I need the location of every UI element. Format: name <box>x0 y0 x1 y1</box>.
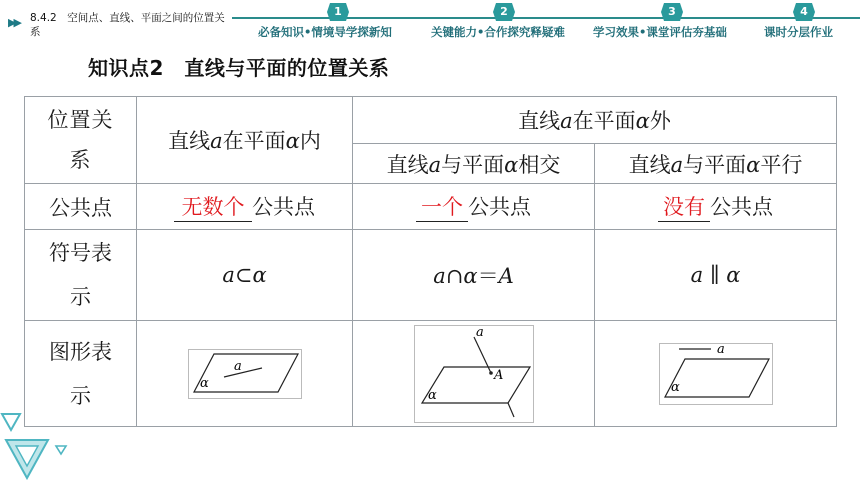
header-line-intersects-plane: 直线a与平面α相交 <box>353 144 595 184</box>
nav-tab-essential-knowledge[interactable]: 必备知识•情境导学探新知 <box>258 25 392 39</box>
svg-text:α: α <box>427 387 437 403</box>
nav-badge-4[interactable]: 4 <box>793 3 815 21</box>
symbol-line-parallel-plane: a ∥ α <box>595 230 837 321</box>
nav-tab-learning-effect[interactable]: 学习效果•课堂评估夯基础 <box>593 25 727 39</box>
row-label-figure: 图形表示 <box>25 321 137 427</box>
svg-text:a: a <box>475 324 484 340</box>
symbol-line-intersects-plane: a∩α＝A <box>353 230 595 321</box>
svg-text:α: α <box>670 379 680 395</box>
svg-text:a: a <box>716 342 725 357</box>
figure-line-intersects-plane <box>353 321 595 427</box>
symbol-line-in-plane: a⊂α <box>137 230 353 321</box>
answer-none: 没有 <box>658 191 710 222</box>
breadcrumb-arrow-icon: ▶▶ <box>8 16 19 29</box>
header-position-relation: 位置关系 <box>25 97 137 184</box>
answer-infinite: 无数个 <box>174 191 252 222</box>
figure-line-in-plane <box>137 321 353 427</box>
nav-badge-2[interactable]: 2 <box>493 3 515 21</box>
decorative-triangles-icon <box>0 408 80 484</box>
section-title: 知识点2 直线与平面的位置关系 <box>88 56 390 80</box>
nav-tab-key-ability[interactable]: 关键能力•合作探究释疑难 <box>431 25 565 39</box>
nav-badge-3[interactable]: 3 <box>661 3 683 21</box>
nav-badge-1[interactable]: 1 <box>327 3 349 21</box>
cell-common-point-intersect: 一个 公共点 <box>353 184 595 230</box>
nav-tab-homework[interactable]: 课时分层作业 <box>764 25 833 39</box>
header-line-outside-plane: 直线a在平面α外 <box>353 97 837 144</box>
header-line-parallel-plane: 直线a与平面α平行 <box>595 144 837 184</box>
svg-text:α: α <box>199 375 209 391</box>
answer-one: 一个 <box>416 191 468 222</box>
top-navigation-bar <box>0 0 860 46</box>
svg-text:a: a <box>233 358 242 374</box>
cell-common-point-parallel: 没有 公共点 <box>595 184 837 230</box>
line-plane-relation-table <box>24 96 837 427</box>
svg-text:A: A <box>493 367 503 383</box>
row-label-symbol: 符号表示 <box>25 230 137 321</box>
row-label-common-point: 公共点 <box>25 184 137 230</box>
breadcrumb: 8.4.2 空间点、直线、平面之间的位置关系 <box>30 12 225 38</box>
cell-common-point-in: 无数个 公共点 <box>137 184 353 230</box>
header-line-in-plane: 直线a在平面α内 <box>137 97 353 184</box>
figure-line-parallel-plane <box>595 321 837 427</box>
